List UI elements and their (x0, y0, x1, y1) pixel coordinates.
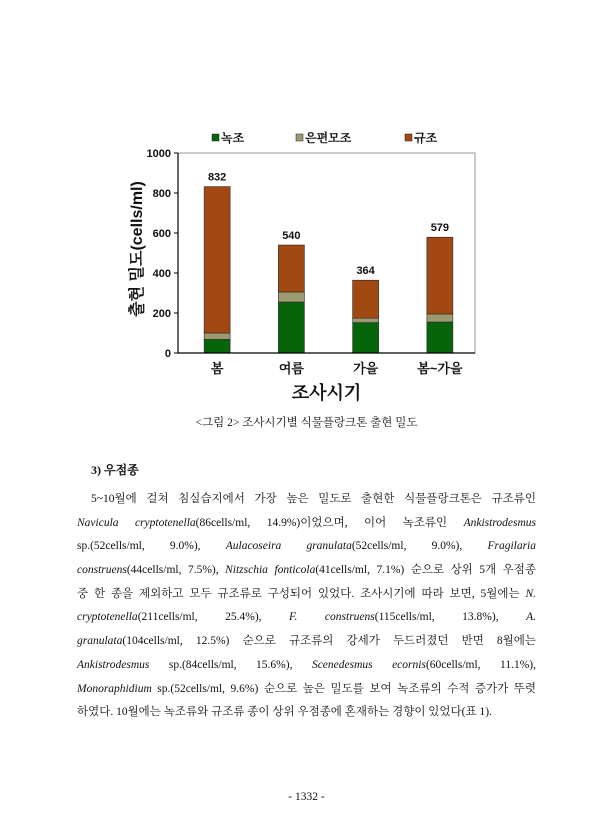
text-segment: sp.(52cells/ml, 9.6%) 순으로 높은 밀도를 보여 녹조류의 수적 증가가 뚜렷 (151, 682, 536, 695)
stacked-bar (427, 237, 453, 353)
y-tick-label: 1000 (146, 148, 171, 160)
paragraph-line (77, 606, 536, 630)
species-name: Fragilaria (487, 540, 536, 553)
text-segment: (115cells/ml, 13.8%), (374, 611, 527, 624)
legend-label: 녹조 (221, 131, 245, 145)
species-name: granulata (77, 635, 123, 648)
bar-segment (278, 292, 304, 302)
y-tick-label: 400 (152, 268, 171, 280)
paragraph-line (77, 701, 536, 725)
species-name: Monoraphidium (77, 682, 152, 695)
text-segment: (52cells/ml, 9.0%), (351, 540, 488, 553)
species-name: cryptotenella (77, 611, 138, 624)
x-axis-title: 조사시기 (291, 383, 362, 403)
legend-label: 규조 (414, 131, 438, 145)
bar-segment (353, 323, 379, 353)
data-label: 364 (356, 265, 375, 278)
paragraph-line (77, 559, 536, 583)
x-tick-label: 봄~가을 (417, 361, 463, 376)
bar-segment (353, 318, 379, 322)
species-name: Nitzschia fonticola (225, 564, 316, 577)
y-tick-label: 200 (152, 308, 171, 320)
bar-segment (278, 245, 304, 292)
section-heading: 3) 우점종 (91, 463, 139, 477)
y-tick-label: 800 (152, 188, 171, 200)
text-segment: sp.(84cells/ml, 15.6%), (149, 658, 312, 671)
figure-caption: <그림 2> 조사시기별 식물플랑크톤 출현 밀도 (195, 417, 418, 429)
bar-segment (204, 339, 230, 353)
text-segment: 5~10월에 걸쳐 침실습지에서 가장 높은 밀도로 출현한 식물플랑크톤은 규조류인 (91, 493, 536, 505)
bar-segment (278, 302, 304, 353)
bar-segment (204, 333, 230, 339)
bar-segment (204, 187, 230, 333)
species-name: Aulacoseira granulata (225, 540, 352, 553)
species-name: F. construens (289, 611, 375, 624)
data-label: 832 (207, 171, 227, 184)
species-name: N. (525, 587, 536, 600)
legend-swatch (212, 134, 219, 141)
paragraph-line (77, 583, 536, 607)
species-name: construens (77, 564, 127, 577)
paragraph-line (77, 630, 536, 654)
stacked-bar (278, 245, 304, 353)
page-number: - 1332 - (288, 791, 325, 803)
data-label: 540 (282, 230, 301, 242)
data-label: 579 (430, 222, 450, 235)
stacked-bar-chart (0, 0, 613, 410)
text-segment: (104cells/ml, 12.5%) 순으로 규조류의 강세가 두드러졌던 반면 8월에는 (122, 635, 536, 648)
body-paragraph (77, 488, 536, 725)
species-name: Ankistrodesmus (463, 516, 536, 529)
paragraph-line (77, 654, 536, 678)
stacked-bar (353, 280, 379, 353)
legend-item (212, 131, 245, 145)
legend-item (296, 130, 352, 145)
text-segment: (211cells/ml, 25.4%), (137, 611, 290, 624)
legend-swatch (405, 134, 412, 141)
text-segment: 하였다. 10월에는 녹조류와 규조류 종이 상위 우점종에 혼재하는 경향이 있었다(표 1). (77, 706, 492, 719)
species-name: A. (526, 611, 536, 624)
text-segment: (41cells/ml, 7.1%) 순으로 상위 5개 우점종 (315, 564, 536, 577)
species-name: Scenedesmus ecornis (311, 658, 426, 671)
bar-segment (353, 280, 379, 318)
paragraph-line (77, 535, 536, 559)
species-name: Ankistrodesmus (77, 658, 150, 671)
paragraph-line (77, 488, 536, 512)
legend-label: 은편모조 (305, 131, 352, 145)
legend-item (405, 131, 438, 145)
y-tick-label: 0 (164, 348, 171, 360)
paragraph-line (77, 512, 536, 536)
x-tick-label: 가을 (353, 361, 379, 376)
bar-segment (427, 314, 453, 322)
y-axis-title: 출현 밀도(cells/ml) (129, 181, 146, 317)
paragraph-line (77, 678, 536, 702)
bar-segment (427, 237, 453, 314)
text-segment: sp.(52cells/ml, 9.0%), (77, 540, 226, 553)
x-tick-label: 여름 (278, 361, 304, 376)
text-segment: (44cells/ml, 7.5%), (126, 564, 226, 577)
legend-swatch (296, 134, 303, 141)
stacked-bar (204, 187, 230, 353)
y-tick-label: 600 (152, 228, 171, 240)
text-segment: 중 한 종을 제외하고 모두 규조류로 구성되어 있었다. 조사시기에 따라 보면, 5월에는 (77, 587, 526, 600)
text-segment: (86cells/ml, 14.9%)이었으며, 이어 녹조류인 (195, 516, 464, 529)
text-segment: (60cells/ml, 11.1%), (425, 658, 536, 671)
x-tick-label: 봄 (210, 361, 224, 376)
bar-segment (427, 322, 453, 353)
species-name: Navicula cryptotenella (77, 516, 196, 529)
